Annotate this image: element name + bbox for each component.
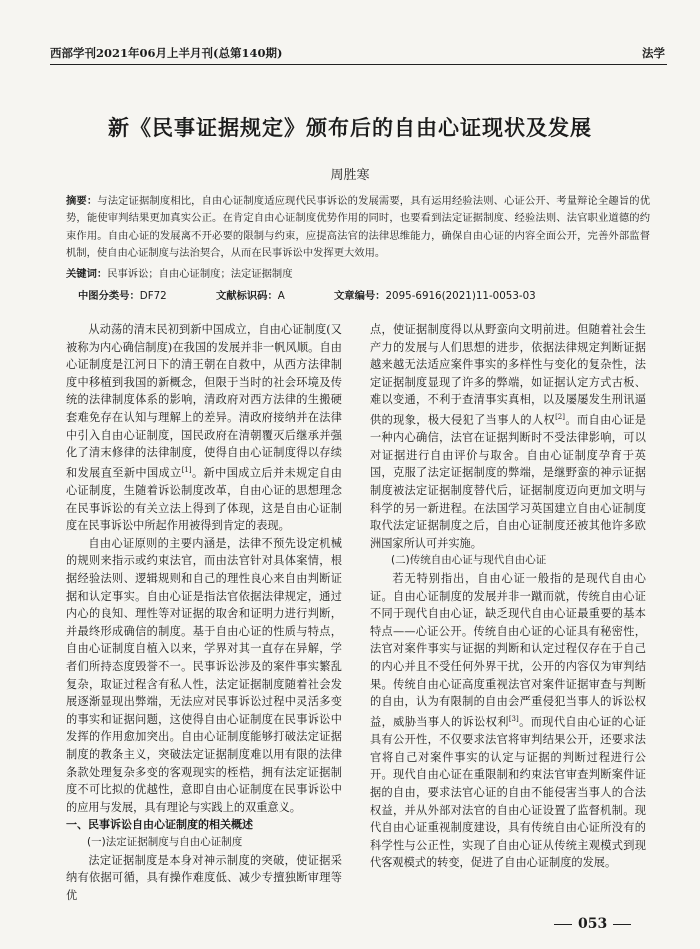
doc-code-value: A: [277, 290, 285, 302]
section-heading: 一、民事诉讼自由心证制度的相关概述: [66, 818, 253, 832]
citation: [2]: [555, 412, 565, 421]
keywords-label: 关键词：: [66, 268, 108, 280]
article-title: 新《民事证据规定》颁布后的自由心证现状及发展: [108, 115, 592, 140]
journal-name: 西部学刊2021年06月上半月刊(总第140期): [50, 46, 283, 60]
clc-value: DF72: [139, 290, 167, 302]
article-number: [334, 287, 536, 302]
page-number: 053: [548, 916, 637, 932]
body-column-right: [370, 321, 646, 906]
clc-number: [78, 287, 167, 302]
article-no-label: 文章编号：: [334, 290, 386, 302]
keywords-text: 民事诉讼；自由心证制度；法定证据制度: [107, 268, 293, 280]
abstract-label: 摘要：: [66, 195, 98, 207]
running-header: [50, 42, 667, 65]
body-column-left: [66, 321, 342, 906]
paragraph: 若无特别指出，自由心证一般指的是现代自由心证。自由心证制度的发展并非一蹴而就，传统自由心证不同于现代自由心证，缺乏现代自由心证最重要的基本特点——心证公开。传统自由心证的心证具有秘密性，法官对案件事实与证据的判断和认定过程仅存在于自己的内心并且不受任何外界干扰，公开的内容仅为审判结果。传统自由心证高度重视法官对案件证据审查与判断的自由，认为有限制的自由会严重侵犯当事人的诉讼权益，威胁当事人的诉讼权利[3]。而现代自由心证的心证具有公开性，不仅要求法官将审判结果公开，还要求法官将自己对案件事实的认定与证据的判断过程进行公开。现代自由心证在重限制和约束法官审查判断案件证据的自由，要求法官心证的自由不能侵害当事人的合法权益，并从外部对法官的自由心证设置了监督机制。现代自由心证重视制度建设，具有传统自由心证所没有的科学性与公正性，实现了自由心证从传统主观模式到现代客观模式的转变，促进了自由心证制度的发展。: [370, 572, 646, 870]
clc-label: 中图分类号：: [78, 290, 140, 302]
abstract-text: 与法定证据制度相比，自由心证制度适应现代民事诉讼的发展需要，具有运用经验法则、心证公开、考量辩论全趣旨的优势，能使审判结果更加真实公正。在肯定自由心证制度优势作用的同时，也要看到法定证据制度、经验法则、法官职业道德的约束作用。自由心证的发展离不开必要的限制与约束，应提高法官的法律思维能力，确保自由心证的内容全面公开，完善外部监督机制，使自由心证制度与法治契合，从而在民事诉讼中发挥更大效用。: [66, 195, 651, 259]
article-no-value: 2095-6916(2021)11-0053-03: [385, 290, 536, 302]
subsection-heading: (二)传统自由心证与现代自由心证: [391, 554, 547, 567]
paragraph: 点，使证据制度得以从野蛮向文明前进。但随着社会生产力的发展与人们思想的进步，依据法律规定判断证据越来越无法适应案件事实的多样性与变化的复杂性，法定证据制度显现了许多的弊端，如证据认定方式古板、难以变通，不利于查清事实真相，以及屡屡发生刑讯逼供的现象，极大侵犯了当事人的人权[2]。而自由心证是一种内心确信，法官在证据判断时不受法律影响，可以对证据进行自由评价与取舍。自由心证制度孕育于英国，克服了法定证据制度的弊端，是继野蛮的神示证据制度被法定证据制度替代后，证据制度迈向更加文明与科学的另一新进程。在法国学习英国建立自由心证制度取代法定证据制度之后，自由心证制度还被其他许多欧洲国家所认可并实施。: [370, 323, 646, 550]
citation: [1]: [181, 465, 192, 474]
section-label: 法学: [642, 46, 665, 60]
paragraph: 法定证据制度是本身对神示制度的突破，使证据采纳有依据可循，具有操作难度低、减少专擅独断审理等优: [66, 853, 342, 902]
citation: [3]: [508, 714, 519, 723]
paragraph: 自由心证原则的主要内涵是，法律不预先设定机械的规则来指示或约束法官，而由法官针对具体案情，根据经验法则、逻辑规则和自己的理性良心来自由判断证据和认定事实。自由心证是指法官依据法律规定，通过内心的良知、理性等对证据的取舍和证明力进行判断，并最终形成确信的制度。基于自由心证的性质与特点，自由心证制度自植入以来，学界对其一直存在异解，学者们所持态度毁誉不一。民事诉讼涉及的案件事实繁乱复杂，取证过程含有私人性，法定证据制度随着社会发展逐渐显现出弊端，无法应对民事诉讼过程中灵活多变的事实和证据问题，这使得自由心证制度在民事诉讼中发挥的作用愈加突出。自由心证制度能够打破法定证据制度的教条主义，突破法定证据制度难以用有限的法律条款处理复杂多变的客观现实的桎梏，拥有法定证据制度不可比拟的优越性，意即自由心证制度在民事诉讼中的应用与发展，具有理论与实践上的双重意义。: [66, 536, 342, 814]
document-code: [216, 287, 285, 302]
keywords: [66, 265, 650, 280]
subsection-heading: (一)法定证据制度与自由心证制度: [87, 835, 243, 848]
paragraph: 从动荡的清末民初到新中国成立，自由心证制度(又被称为内心确信制度)在我国的发展并非一帆风顺。自由心证制度是江河日下的清王朝在自救中，从西方法律制度中移植到我国的新概念，但限于当时的社会环境及传统的法律制度体系的影响，清政府对西方法律的生搬硬套难免存在认知与理解上的差异。清政府接纳并在法律中引入自由心证制度，国民政府在清朝覆灭后继承并强化了清末修律的法律制度，使得自由心证制度得以存续和发展直至新中国成立[1]。新中国成立后并未规定自由心证制度，生随着诉讼制度改革，自由心证的思想理念在民事诉讼的有关立法上得到了体现，这是自由心证制度在民事诉讼中所起作用被得到肯定的表现。: [66, 323, 342, 533]
doc-code-label: 文献标识码：: [216, 290, 278, 302]
author-name: 周胜寒: [330, 168, 370, 183]
abstract: [66, 193, 650, 262]
